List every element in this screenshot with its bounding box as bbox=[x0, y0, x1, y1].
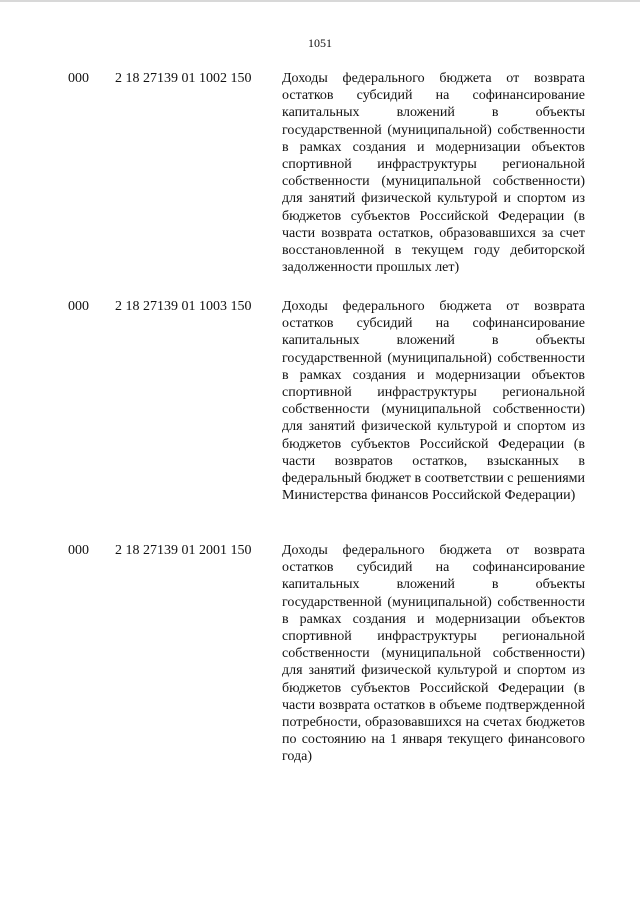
kbk-code: 2 18 27139 01 1002 150 bbox=[115, 71, 252, 86]
admin-code: 000 bbox=[68, 299, 89, 314]
admin-code: 000 bbox=[68, 71, 89, 86]
entry-description: Доходы федерального бюджета от возврата остатков субсидий на софинансирование капитальных вложений в объекты государственной (муниципальной) собственности в рамках создания и модернизации объектов спортивной инфраструктуры региональной собственности (муниципальной собственности) для занятий физической культурой и спортом из бюджетов субъектов Российской Федерации (в части возврата остатков в объеме подтвержденной потребности, образовавшихся на счетах бюджетов по состоянию на 1 января текущего финансового года) bbox=[282, 543, 585, 765]
page-number: 1051 bbox=[308, 36, 332, 50]
entry-description: Доходы федерального бюджета от возврата остатков субсидий на софинансирование капитальных вложений в объекты государственной (муниципальной) собственности в рамках создания и модернизации объектов спортивной инфраструктуры региональной собственности (муниципальной собственности) для занятий физической культурой и спортом из бюджетов субъектов Российской Федерации (в части возврата остатков, образовавшихся за счет восстановленной в текущем году дебиторской задолженности прошлых лет) bbox=[282, 71, 585, 276]
kbk-code: 2 18 27139 01 2001 150 bbox=[115, 543, 252, 558]
top-border bbox=[0, 0, 640, 2]
kbk-code: 2 18 27139 01 1003 150 bbox=[115, 299, 252, 314]
admin-code: 000 bbox=[68, 543, 89, 558]
entry-description: Доходы федерального бюджета от возврата остатков субсидий на софинансирование капитальных вложений в объекты государственной (муниципальной) собственности в рамках создания и модернизации объектов спортивной инфраструктуры региональной собственности (муниципальной собственности) для занятий физической культурой и спортом из бюджетов субъектов Российской Федерации (в части возвратов остатков, взысканных в федеральный бюджет в соответствии с решениями Министерства финансов Российской Федерации) bbox=[282, 299, 585, 504]
